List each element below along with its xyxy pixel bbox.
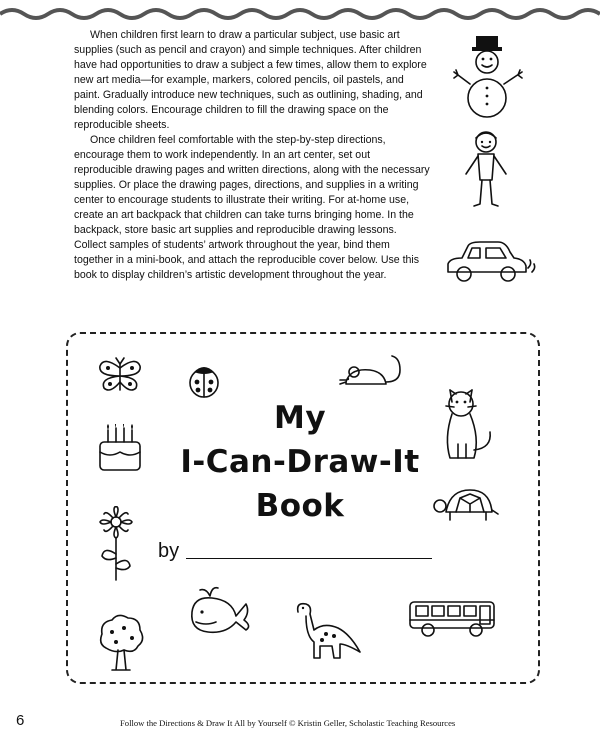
top-squiggle-border xyxy=(0,0,600,30)
whale-drawing xyxy=(186,582,256,638)
title-line-2: I-Can-Draw-It xyxy=(180,444,420,480)
school-bus-drawing xyxy=(406,596,502,640)
intro-paragraph-2: Once children feel comfortable with the step-by-step directions, encourage them to work independently. In an art center, set out reproducible drawing pages and written directions, along with the necessary supplies. Or place the drawing pages, directions, and supplies in a writing center to encourage students to illustrate their writing. For at-home use, create an art backpack that children can take turns bringing home. In the backpack, store basic art supplies and reproducible drawing lessons. Collect samples of students’ artwork throughout the year, bind them together in a mini-book, and attach the reproducible cover below. Use this book to display children’s artistic development throughout the year. xyxy=(74,134,430,281)
birthday-cake-drawing xyxy=(96,424,144,474)
footer-credit: Follow the Directions & Draw It All by Yourself © Kristin Geller, Scholastic Teaching Resources xyxy=(120,718,456,728)
cat-drawing xyxy=(440,384,498,462)
dinosaur-drawing xyxy=(294,600,364,664)
butterfly-drawing xyxy=(96,356,144,396)
snowman-drawing xyxy=(450,34,530,120)
tree-drawing xyxy=(96,612,146,672)
mouse-drawing xyxy=(336,352,414,392)
author-name-line[interactable] xyxy=(186,558,432,559)
title-line-1: My xyxy=(273,400,327,436)
car-drawing xyxy=(440,238,536,290)
by-label: by xyxy=(158,540,180,562)
page-number: 6 xyxy=(16,712,25,729)
book-title xyxy=(150,396,450,528)
turtle-drawing xyxy=(432,486,502,526)
title-line-3: Book xyxy=(255,488,345,524)
child-figure-drawing xyxy=(456,130,516,210)
ladybug-drawing xyxy=(184,360,224,400)
intro-text xyxy=(74,28,430,283)
flower-drawing xyxy=(96,506,136,582)
intro-paragraph-1: When children first learn to draw a particular subject, use basic art supplies (such as pencil and crayon) and simple techniques. After children have had opportunities to draw a subject a few times, allow them to explore new art media—for example, markers, colored pencils, oil pastels, and paint. Gradually introduce new techniques, such as outlining, shading, and blending colors. Encourage children to fill the drawing space on the reproducible sheets. xyxy=(74,29,427,131)
